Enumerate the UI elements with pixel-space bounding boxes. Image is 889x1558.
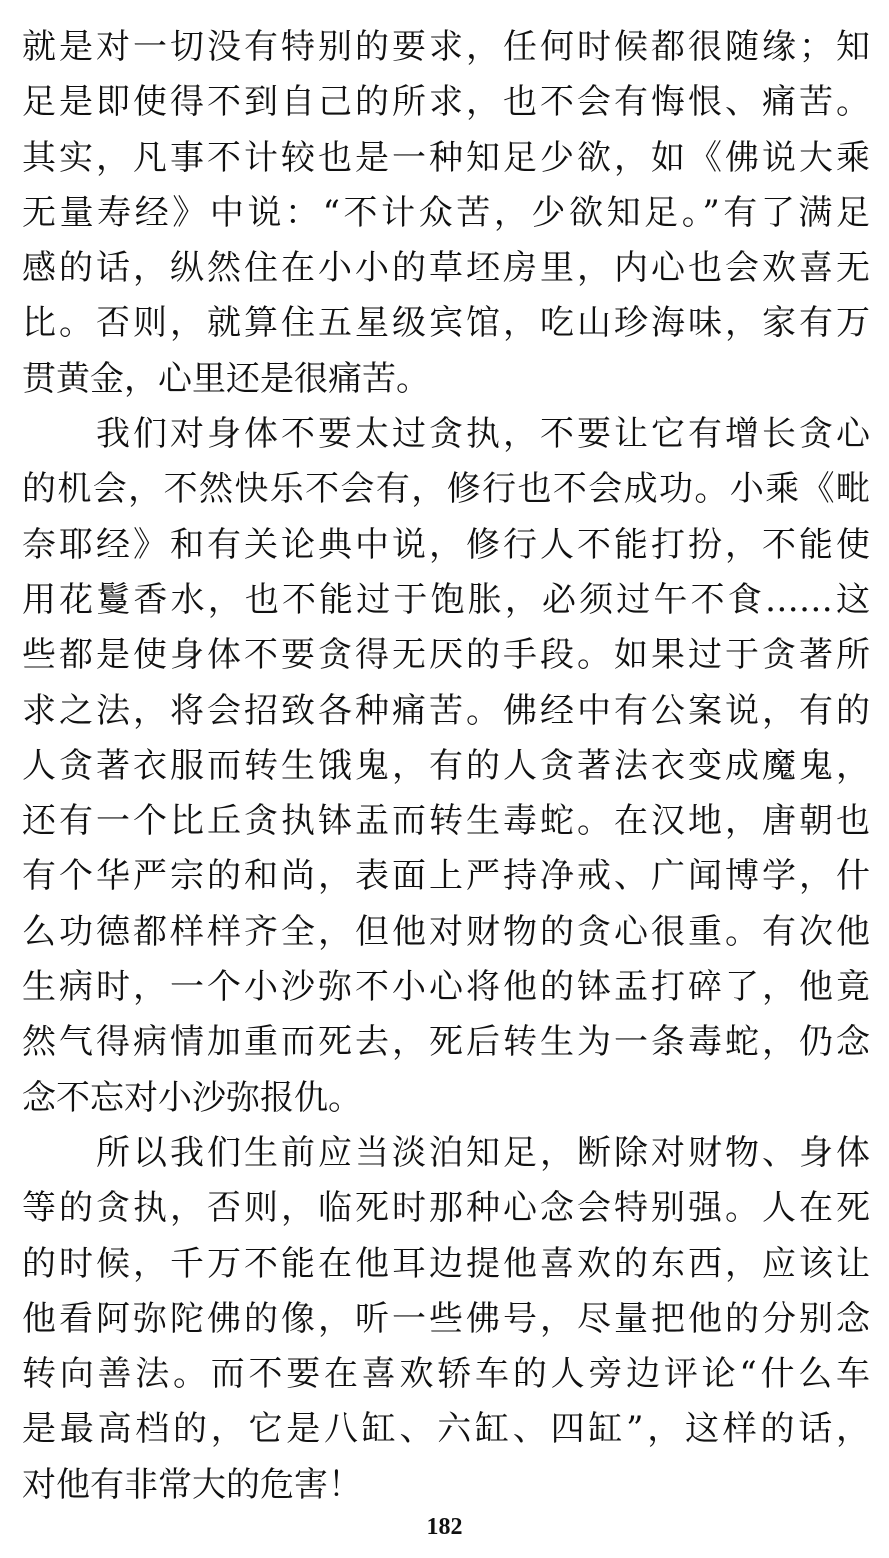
- paragraph-first-line: 所以我们生前应当淡泊知足，断除对财物、身体: [96, 1132, 870, 1173]
- text-line: 人贪著衣服而转生饿鬼，有的人贪著法衣变成魔鬼，: [22, 745, 870, 786]
- text-line: 还有一个比丘贪执钵盂而转生毒蛇。在汉地，唐朝也: [22, 801, 870, 842]
- text-line: 么功德都样样齐全，但他对财物的贪心很重。有次他: [22, 911, 870, 952]
- text-line: 足是即使得不到自己的所求，也不会有悔恨、痛苦。: [22, 82, 870, 123]
- paragraph-first-line: 我们对身体不要太过贪执，不要让它有增长贪心: [96, 414, 870, 455]
- text-line: 生病时，一个小沙弥不小心将他的钵盂打碎了，他竟: [22, 967, 870, 1008]
- text-line: 其实，凡事不计较也是一种知足少欲，如《佛说大乘: [22, 137, 870, 178]
- text-line: 用花鬘香水，也不能过于饱胀，必须过午不食……这: [22, 579, 870, 620]
- text-line: 贯黄金，心里还是很痛苦。: [22, 358, 430, 399]
- text-line: 转向善法。而不要在喜欢轿车的人旁边评论“什么车: [22, 1354, 870, 1395]
- text-line: 些都是使身体不要贪得无厌的手段。如果过于贪著所: [22, 635, 870, 676]
- text-line: 念不忘对小沙弥报仇。: [22, 1077, 362, 1118]
- body-text: [22, 20, 870, 1513]
- text-line: 是最高档的，它是八缸、六缸、四缸”，这样的话，: [22, 1409, 870, 1450]
- text-line: 的机会，不然快乐不会有，修行也不会成功。小乘《毗: [22, 469, 870, 510]
- text-line: 有个华严宗的和尚，表面上严持净戒、广闻博学，什: [22, 856, 870, 897]
- text-line: 感的话，纵然住在小小的草坯房里，内心也会欢喜无: [22, 248, 870, 289]
- text-line: 就是对一切没有特别的要求，任何时候都很随缘；知: [22, 27, 870, 67]
- page-number: 182: [426, 1514, 463, 1540]
- text-line: 求之法，将会招致各种痛苦。佛经中有公案说，有的: [22, 690, 870, 731]
- text-line: 奈耶经》和有关论典中说，修行人不能打扮，不能使: [22, 524, 870, 565]
- text-line: 等的贪执，否则，临死时那种心念会特别强。人在死: [22, 1188, 870, 1229]
- text-line: 然气得病情加重而死去，死后转生为一条毒蛇，仍念: [22, 1022, 870, 1063]
- text-line: 的时候，千万不能在他耳边提他喜欢的东西，应该让: [22, 1243, 870, 1284]
- text-line: 比。否则，就算住五星级宾馆，吃山珍海味，家有万: [22, 303, 870, 344]
- text-line: 对他有非常大的危害！: [22, 1464, 362, 1505]
- text-line: 他看阿弥陀佛的像，听一些佛号，尽量把他的分别念: [22, 1298, 870, 1339]
- text-line: 无量寿经》中说：“不计众苦，少欲知足。”有了满足: [22, 192, 870, 233]
